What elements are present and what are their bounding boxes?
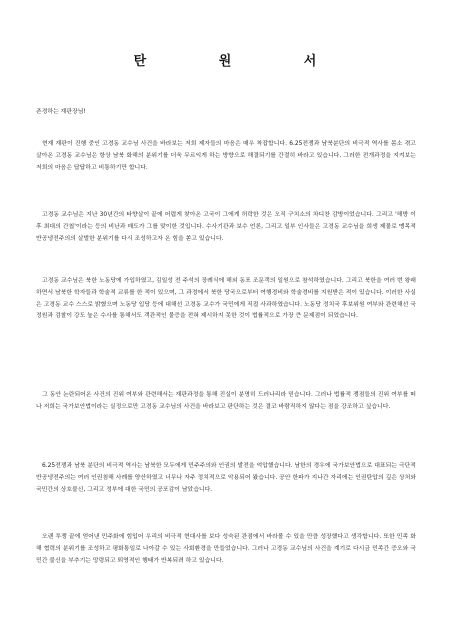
paragraph-3: 고경동 교수님은 북한 노동당에 가입하였고, 김일성 전 주석의 장례식에 해외 동포 조문객의 일원으로 참석하였습니다. 그리고 북한을 여러 번 왕래하면서 남북한 학자들과 학술적 교류를 한 적이 있으며, 그 과정에서 북한 당국으로부터 여행경비와 학술경비를 지원받은 적이 있습니다. 이러한 사실은 고경동 교수 스스로 밝혔으며 노동당 입당 등에 대해선 고경동 교수가 국민에게 직접 사과하였습니다. 노동당 정치국 후보위원 여부와 관련해선 국정원과 검찰이 강도 높은 수사를 통해서도 객관적인 물증을 전혀 제시하지 못한 것이 법률적으로 가장 큰 문제점이 되었습니다. (36, 278, 416, 320)
paragraph-5: 6.25전쟁과 남북 분단의 비극적 역사는 남북한 모두에게 민주주의와 인권의 발전을 억압했습니다. 남한의 경우에 국가보안법으로 대표되는 극단적 반공냉전주의는 여러 인권침해 사례를 양산하였고 너무나 자주 정치적으로 악용되어 왔습니다. 공안 한파가 지나간 자리에는 인권탄압의 깊은 상처와 국민간의 상호불신, 그리고 정부에 대한 국민의 공포감이 남았습니다. (36, 463, 416, 493)
salutation: 존경하는 재판장님! (36, 109, 86, 115)
paragraph-6: 오랜 투쟁 끝에 얻어낸 민주화에 힘입어 우리의 비극적 현대사를 보다 성숙된 관점에서 바라볼 수 있을 만큼 성장했다고 생각합니다. 또한 민족 화해 협력의 분위기를 조성하고 평화통일로 나아갈 수 있는 사회환경을 만들었습니다. 그러나 고경동 교수님의 사건을 계기로 다시금 민족간 증오와 국민간 불신을 부추기는 망령되고 퇴영적인 행태가 반복되려 하고 있습니다. (36, 534, 416, 564)
paragraph-4: 그 동안 논란되어온 사건의 진위 여부와 관련해서는 재판과정을 통해 진실이 분명히 드러나리라 믿습니다. 그러나 법률적 쟁점들의 진위 여부를 떠나 저희는 국가보안법이라는 실정으로만 고경동 교수님의 사건을 바라보고 판단하는 것은 결코 바람직하지 않다는 점을 강조하고 싶습니다. (36, 392, 416, 410)
document-title: 탄 원 서 (133, 54, 351, 69)
paragraph-2: 고경동 교수님은 지난 30년간의 타향살이 끝에 어렵게 찾아온 고국이 그에게 허락한 것은 오직 구치소의 차디찬 감방이었습니다. 그리고 '해방 이후 최대의 간첩'이라는 등의 비난과 매도가 그를 맞이한 것입니다. 수사기관과 보수 언론, 그리고 일부 인사들은 고경동 교수님을 희생 제물로 맹목적 반공냉전주의의 살벌한 분위기를 다시 조성하고자 온 힘을 쏟고 있습니다. (36, 212, 416, 242)
paragraph-1: 현재 재판이 진행 중인 고경동 교수님 사건을 바라보는 저희 제자들의 마음은 매우 착잡합니다. 6.25전쟁과 남북분단의 비극적 역사를 몸소 겪고 살아온 고경동 교수님은 항상 남북 화해의 분위기를 더욱 무르익게 하는 방향으로 해결되기를 간절히 바라고 있습니다. 그러한 전개과정을 지켜보는 저희의 마음은 답답하고 비통하기만 합니다. (36, 141, 416, 171)
